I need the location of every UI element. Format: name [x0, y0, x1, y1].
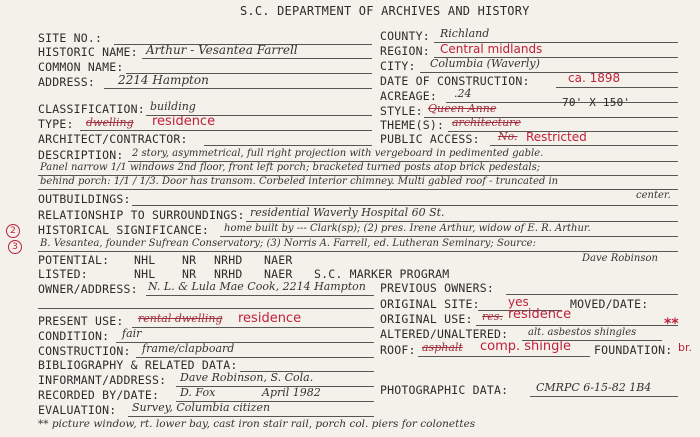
- historic-name-value: Arthur - Vesantea Farrell: [146, 43, 298, 57]
- recorded-by-label: RECORDED BY/DATE:: [38, 388, 160, 402]
- city-label: CITY:: [380, 59, 416, 73]
- public-access-label: PUBLIC ACCESS:: [380, 132, 480, 146]
- historical-significance-line-1: home built by --- Clark(sp); (2) pres. Irene Arthur, widow of E. R. Arthur.: [224, 223, 591, 234]
- present-use-struck: rental dwelling: [138, 312, 223, 325]
- acreage-value: .24: [454, 87, 472, 100]
- public-access-value: Restricted: [526, 130, 587, 144]
- address-label: ADDRESS:: [38, 75, 95, 89]
- moved-date-label: MOVED/DATE:: [570, 297, 649, 311]
- potential-nr: NR: [182, 253, 197, 267]
- type-label: TYPE:: [38, 117, 74, 131]
- owner-address-value: N. L. & Lula Mae Cook, 2214 Hampton: [148, 280, 366, 293]
- listed-nhl: NHL: [134, 267, 156, 281]
- previous-owners-label: PREVIOUS OWNERS:: [380, 281, 494, 295]
- description-line-2: Panel narrow 1/1 windows 2nd floor, front left porch; bracketed turned posts atop brick pedestals;: [40, 162, 541, 173]
- evaluation-value: Survey, Columbia citizen: [132, 401, 271, 414]
- address-line: [104, 88, 372, 89]
- listed-label: LISTED:: [38, 267, 88, 281]
- county-label: COUNTY:: [380, 29, 430, 43]
- date-of-construction-label: DATE OF CONSTRUCTION:: [380, 74, 530, 88]
- original-use-value: residence: [508, 307, 572, 322]
- photographic-data-line: [530, 396, 678, 397]
- date-line: [556, 87, 678, 88]
- footnote-note: ** picture window, rt. lower bay, cast iron stair rail, porch col. piers for colonettes: [38, 418, 476, 430]
- potential-nhl: NHL: [134, 253, 156, 267]
- foundation-value: br.: [678, 341, 692, 354]
- type-line: [80, 130, 372, 131]
- recorded-date-value: April 1982: [262, 386, 321, 399]
- potential-label: POTENTIAL:: [38, 253, 110, 267]
- description-rule-3: [38, 189, 678, 190]
- roof-struck: asphalt: [422, 341, 463, 354]
- informant-value: Dave Robinson, S. Cola.: [180, 371, 314, 384]
- informant-label: INFORMANT/ADDRESS:: [38, 373, 167, 387]
- city-line: [420, 72, 678, 73]
- listed-nrhd: NRHD: [214, 267, 243, 281]
- listed-naer: NAER: [264, 267, 293, 281]
- county-value: Richland: [440, 27, 490, 40]
- acreage-label: ACREAGE:: [380, 89, 437, 103]
- style-label: STYLE:: [380, 104, 423, 118]
- description-label: DESCRIPTION:: [38, 148, 124, 162]
- historic-name-label: HISTORIC NAME:: [38, 45, 138, 59]
- construction-label: CONSTRUCTION:: [38, 344, 131, 358]
- altered-value: alt. asbestos shingles: [528, 327, 637, 338]
- present-use-line: [132, 327, 374, 328]
- owner-address-line: [146, 295, 374, 296]
- style-struck: Queen Anne: [428, 102, 497, 115]
- altered-label: ALTERED/UNALTERED:: [380, 327, 509, 341]
- roof-line: [418, 356, 590, 357]
- listed-nr: NR: [182, 267, 197, 281]
- card-header: S.C. DEPARTMENT OF ARCHIVES AND HISTORY: [240, 4, 530, 18]
- construction-value: frame/clapboard: [142, 342, 235, 355]
- relationship-line: [246, 221, 678, 222]
- relationship-value: residential Waverly Hospital 60 St.: [250, 206, 445, 219]
- dimensions-value: 70' X 150': [562, 96, 631, 109]
- historical-significance-rule-1: [220, 236, 678, 237]
- themes-struck: architecture: [452, 116, 521, 129]
- description-line-1: 2 story, asymmetrical, full right projection with vergeboard in pedimented gable.: [132, 148, 544, 159]
- original-use-label: ORIGINAL USE:: [380, 312, 473, 326]
- common-name-label: COMMON NAME:: [38, 60, 124, 74]
- foundation-label: FOUNDATION:: [594, 343, 673, 357]
- historical-significance-label: HISTORICAL SIGNIFICANCE:: [38, 223, 209, 237]
- region-label: REGION:: [380, 44, 430, 58]
- photographic-data-label: PHOTOGRAPHIC DATA:: [380, 383, 509, 397]
- description-line-4: center.: [636, 190, 671, 201]
- architect-label: ARCHITECT/CONTRACTOR:: [38, 132, 188, 146]
- evaluation-line: [128, 416, 374, 417]
- marker-program-label: S.C. MARKER PROGRAM: [314, 267, 450, 281]
- circle-2-mark: 2: [6, 224, 20, 238]
- type-value: residence: [152, 114, 216, 129]
- present-use-label: PRESENT USE:: [38, 314, 124, 328]
- historical-significance-line-2: B. Vesantea, founder Sufrean Conservatory; (3) Norris A. Farrell, ed. Lutheran Seminary; Source:: [40, 238, 536, 249]
- classification-label: CLASSIFICATION:: [38, 102, 145, 116]
- historic-name-line: [142, 58, 372, 59]
- historical-significance-rule-2: [38, 251, 678, 252]
- owner-address-line-2: [38, 308, 374, 309]
- original-use-line: [476, 325, 678, 326]
- original-site-value: yes: [508, 295, 529, 309]
- star-mark: **: [664, 316, 679, 332]
- evaluation-label: EVALUATION:: [38, 403, 117, 417]
- public-access-line: [490, 145, 678, 146]
- themes-label: THEME(S):: [380, 118, 445, 132]
- architect-line: [204, 145, 372, 146]
- photographic-data-value: CMRPC 6-15-82 1B4: [536, 381, 652, 394]
- original-use-struck: res.: [482, 310, 503, 323]
- present-use-value: residence: [238, 311, 302, 326]
- relationship-label: RELATIONSHIP TO SURROUNDINGS:: [38, 208, 245, 222]
- roof-label: ROOF:: [380, 343, 416, 357]
- historical-significance-line-3: Dave Robinson: [582, 253, 658, 264]
- condition-label: CONDITION:: [38, 329, 110, 343]
- public-access-struck: No.: [498, 130, 518, 143]
- bibliography-label: BIBLIOGRAPHY & RELATED DATA:: [38, 358, 238, 372]
- potential-naer: NAER: [264, 253, 293, 267]
- classification-value: building: [150, 100, 196, 113]
- potential-nrhd: NRHD: [214, 253, 243, 267]
- outbuildings-label: OUTBUILDINGS:: [38, 192, 131, 206]
- date-of-construction-value: ca. 1898: [568, 71, 621, 85]
- city-value: Columbia (Waverly): [430, 57, 540, 70]
- region-value: Central midlands: [440, 42, 543, 56]
- owner-address-label: OWNER/ADDRESS:: [38, 282, 138, 296]
- recorded-by-value: D. Fox: [180, 386, 216, 399]
- previous-owners-line: [506, 294, 678, 295]
- condition-value: fair: [122, 327, 142, 340]
- roof-value: comp. shingle: [480, 339, 572, 354]
- description-line-3: behind porch: 1/1 / 1/3. Door has transom. Corbeled interior chimney. Multi gabled roof - truncated in: [40, 176, 559, 187]
- type-struck: dwelling: [86, 116, 134, 129]
- site-no-label: SITE NO.:: [38, 31, 103, 45]
- original-site-label: ORIGINAL SITE:: [380, 297, 480, 311]
- circle-3-mark: 3: [8, 240, 22, 254]
- address-value: 2214 Hampton: [118, 73, 209, 87]
